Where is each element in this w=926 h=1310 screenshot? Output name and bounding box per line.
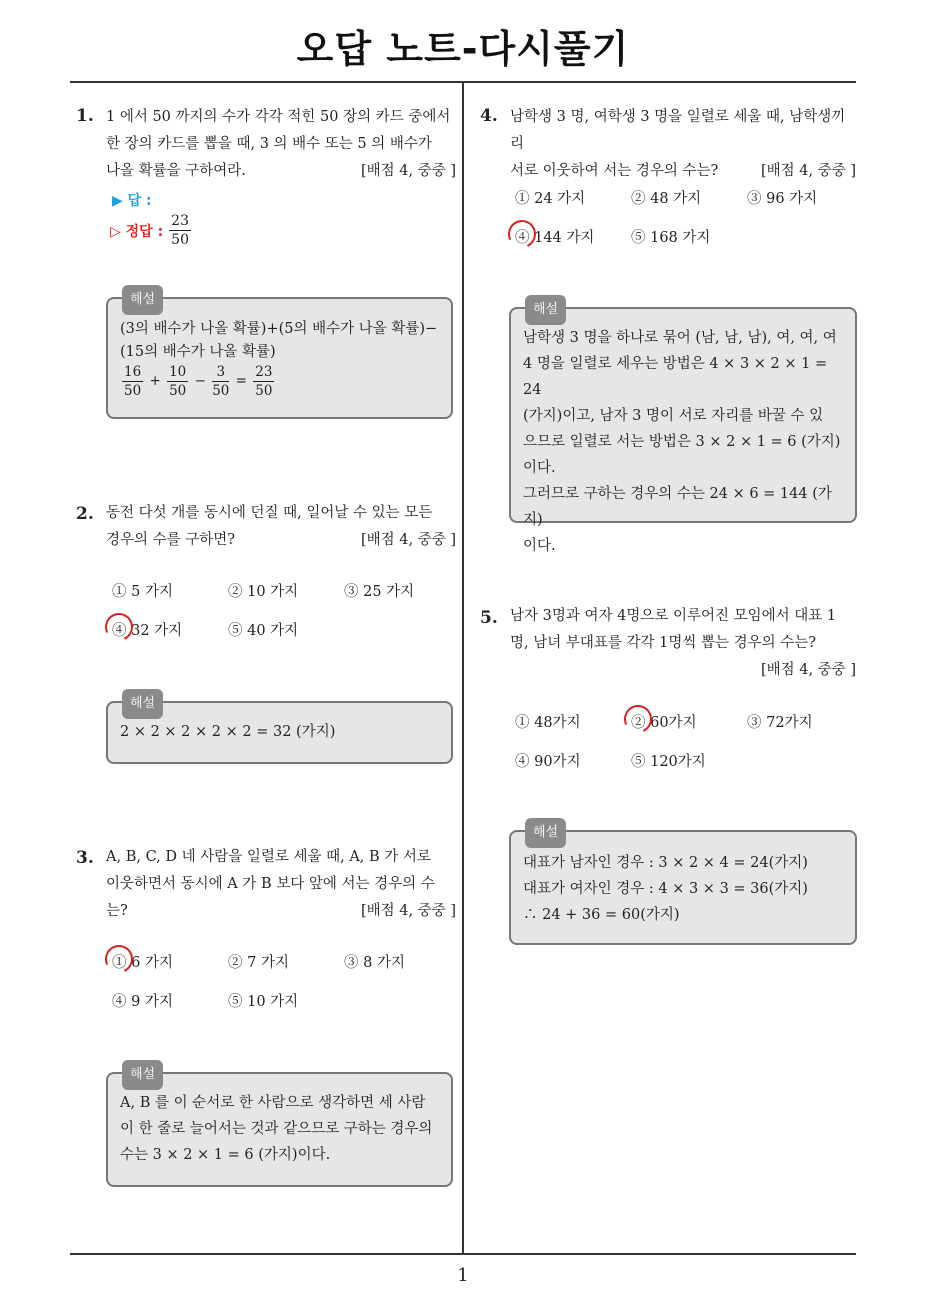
page-title: 오답 노트-다시풀기: [296, 27, 630, 71]
option-3[interactable]: ③ 8 가지: [344, 955, 405, 971]
option-2[interactable]: ② 48 가지: [631, 191, 702, 207]
page-number: 1: [457, 1265, 469, 1286]
question-3-text: [106, 844, 456, 925]
question-4-meta: [배점 4, 중중 ]: [760, 163, 856, 179]
selected-circle-mark: [620, 701, 656, 737]
fraction-denominator: 50: [255, 383, 273, 399]
column-divider: [462, 82, 464, 1253]
question-5-meta: [배점 4, 중중 ]: [760, 662, 856, 678]
option-1[interactable]: ① 5 가지: [112, 584, 173, 600]
question-1-text: [106, 104, 456, 185]
explanation-line: 4 명을 일렬로 세우는 방법은 4 × 3 × 2 × 1 = 24: [523, 356, 828, 398]
explanation-line: 이다.: [523, 538, 556, 554]
question-3-line: 는?: [106, 903, 128, 919]
explanation-line: 대표가 여자인 경우 : 4 × 3 × 3 = 36(가지): [523, 881, 808, 897]
explanation-line: (가지)이고, 남자 3 명이 서로 자리를 바꿀 수 있: [523, 408, 824, 424]
question-2-text: [106, 500, 456, 554]
question-5-number: 5.: [480, 608, 498, 628]
option-4[interactable]: ④ 9 가지: [112, 994, 173, 1010]
option-1[interactable]: ① 48가지: [515, 715, 581, 731]
explanation-box-5: [509, 825, 857, 945]
explanation-box-4: [509, 302, 857, 554]
question-1-meta: [배점 4, 중중 ]: [360, 163, 456, 179]
question-1-line-meta: [106, 158, 456, 185]
question-4-text: [510, 104, 856, 185]
explanation-tag: 해설: [525, 818, 566, 848]
question-2-line: 경우의 수를 구하면?: [106, 532, 236, 548]
question-4-number: 4.: [480, 106, 498, 126]
fraction: [167, 363, 188, 400]
explanation-line: (15의 배수가 나올 확률): [120, 344, 276, 360]
fraction-numerator: 23: [171, 213, 189, 229]
option-3[interactable]: ③ 72가지: [747, 715, 813, 731]
explanation-line: 으므로 일렬로 서는 방법은 3 × 2 × 1 = 6 (가지): [523, 434, 841, 450]
fraction-numerator: 10: [169, 364, 187, 380]
option-label: ① 6 가지: [112, 955, 173, 971]
option-3[interactable]: ③ 25 가지: [344, 584, 415, 600]
question-1-line: 1 에서 50 까지의 수가 각각 적힌 50 장의 카드 중에서: [106, 109, 451, 125]
option-label: ④ 144 가지: [515, 230, 595, 246]
fraction-denominator: 50: [124, 383, 142, 399]
option-2-selected[interactable]: [631, 711, 697, 732]
explanation-line: 이 한 줄로 늘어서는 것과 같으므로 구하는 경우의: [120, 1121, 433, 1137]
question-4-line: 남학생 3 명, 여학생 3 명을 일렬로 세울 때, 남학생끼리: [510, 109, 846, 152]
question-5-text: [510, 603, 856, 684]
correct-answer-label: ▷ 정답 :: [110, 223, 164, 240]
option-4-selected[interactable]: [112, 619, 182, 640]
question-4-line-meta: [510, 158, 856, 185]
question-4-options: [515, 187, 855, 265]
option-2[interactable]: ② 10 가지: [228, 584, 299, 600]
question-2-meta: [배점 4, 중중 ]: [360, 532, 456, 548]
question-5-options: [515, 711, 855, 789]
explanation-line: A, B 를 이 순서로 한 사람으로 생각하면 세 사람: [120, 1095, 426, 1111]
fraction: [122, 363, 143, 400]
question-5-line: 명, 남녀 부대표를 각각 1명씩 뽑는 경우의 수는?: [510, 635, 816, 651]
explanation-line: (3의 배수가 나올 확률)+(5의 배수가 나올 확률)−: [120, 321, 438, 337]
fraction-numerator: 3: [212, 363, 229, 382]
bottom-divider: [70, 1253, 856, 1255]
explanation-line: 그러므로 구하는 경우의 수는 24 × 6 = 144 (가지): [523, 486, 832, 528]
explanation-equation: $\frac{16}{50}$ + $\frac{10}{50}$ − $\frac{3}{50}$ = $\frac{23}{50}$: [124, 364, 273, 399]
question-2-line-meta: [106, 527, 456, 554]
question-2-line: 동전 다섯 개를 동시에 던질 때, 일어날 수 있는 모든: [106, 505, 433, 521]
correct-answer-fraction: [169, 212, 191, 249]
explanation-tag: 해설: [122, 689, 163, 719]
fraction: [212, 363, 229, 400]
explanation-box-2: [106, 696, 453, 764]
option-5[interactable]: ⑤ 10 가지: [228, 994, 299, 1010]
explanation-line: ∴ 24 + 36 = 60(가지): [523, 907, 680, 923]
fraction-numerator: 23: [255, 364, 273, 380]
fraction-numerator: 16: [124, 364, 142, 380]
fraction-denominator: 50: [169, 383, 187, 399]
question-1-line: 나올 확률을 구하여라.: [106, 163, 246, 179]
explanation-line: 2 × 2 × 2 × 2 × 2 = 32 (가지): [120, 724, 336, 740]
option-5[interactable]: ⑤ 168 가지: [631, 230, 711, 246]
option-1[interactable]: ① 24 가지: [515, 191, 586, 207]
question-1-line: 한 장의 카드를 뽑을 때, 3 의 배수 또는 5 의 배수가: [106, 136, 432, 152]
question-2-options: [112, 580, 452, 658]
question-3-meta: [배점 4, 중중 ]: [360, 903, 456, 919]
option-4[interactable]: ④ 90가지: [515, 754, 581, 770]
question-3-options: [112, 951, 452, 1029]
explanation-line: 수는 3 × 2 × 1 = 6 (가지)이다.: [120, 1147, 331, 1163]
question-5-line: 남자 3명과 여자 4명으로 이루어진 모임에서 대표 1: [510, 608, 837, 624]
option-5[interactable]: ⑤ 120가지: [631, 754, 706, 770]
option-2[interactable]: ② 7 가지: [228, 955, 289, 971]
question-3-line: A, B, C, D 네 사람을 일렬로 세울 때, A, B 가 서로: [106, 849, 431, 865]
option-label: ② 60가지: [631, 715, 697, 731]
fraction-denominator: 50: [171, 232, 189, 248]
explanation-line: 남학생 3 명을 하나로 묶어 (남, 남, 남), 여, 여, 여: [523, 330, 837, 346]
fraction-denominator: 50: [212, 383, 230, 399]
option-label: ④ 32 가지: [112, 623, 183, 639]
option-5[interactable]: ⑤ 40 가지: [228, 623, 299, 639]
question-2-number: 2.: [76, 504, 94, 524]
question-3-line-meta: [106, 898, 456, 925]
option-3[interactable]: ③ 96 가지: [747, 191, 818, 207]
selected-circle-mark: [101, 941, 137, 977]
question-3-number: 3.: [76, 848, 94, 868]
explanation-tag: 해설: [122, 1060, 163, 1090]
question-3-line: 이웃하면서 동시에 A 가 B 보다 앞에 서는 경우의 수: [106, 876, 435, 892]
question-1-number: 1.: [76, 106, 94, 126]
fraction: [253, 363, 274, 400]
correct-answer-row: [110, 212, 193, 249]
option-4-selected[interactable]: [515, 226, 594, 247]
explanation-tag: 해설: [525, 295, 566, 325]
explanation-tag: 해설: [122, 285, 163, 315]
explanation-box-1: [106, 292, 453, 419]
explanation-line: 이다.: [523, 460, 556, 476]
option-1-selected[interactable]: [112, 951, 173, 972]
question-4-line: 서로 이웃하여 서는 경우의 수는?: [510, 163, 719, 179]
explanation-line: 대표가 남자인 경우 : 3 × 2 × 4 = 24(가지): [523, 855, 808, 871]
explanation-box-3: [106, 1067, 453, 1187]
answer-label: ▶ 답 :: [112, 193, 152, 209]
